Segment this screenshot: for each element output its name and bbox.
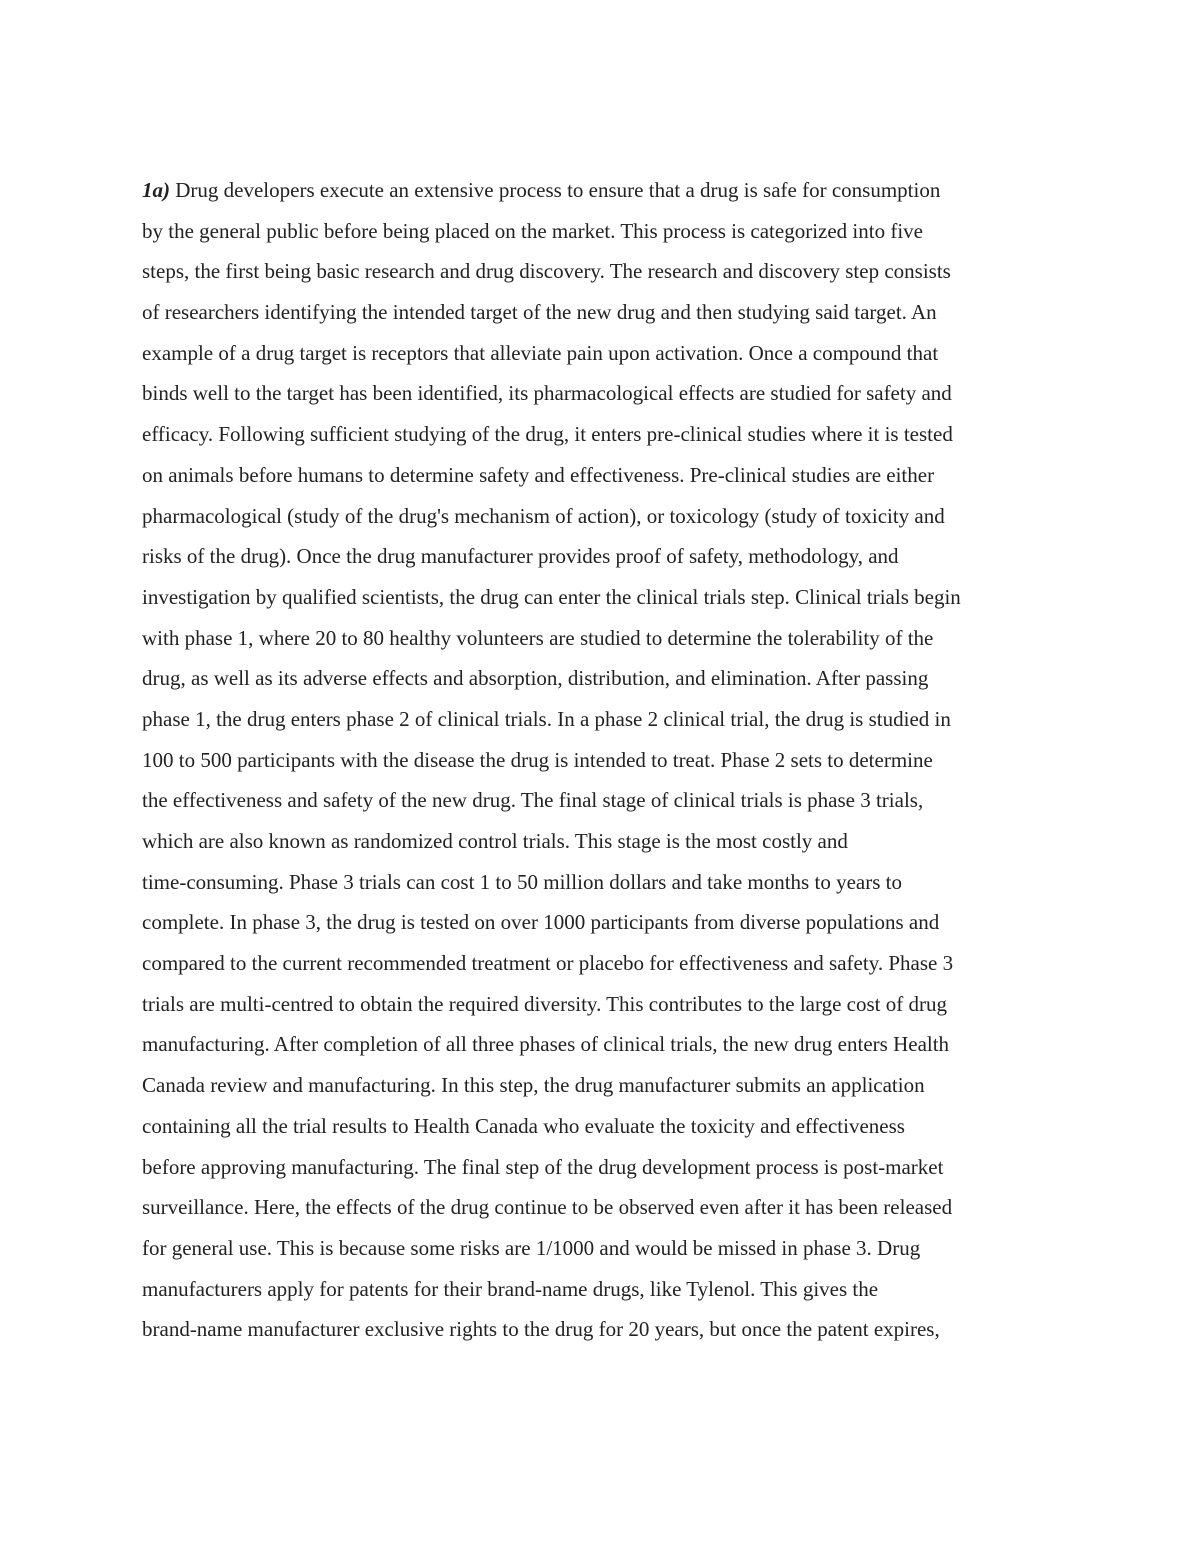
text-line: risks of the drug). Once the drug manufacturer provides proof of safety, methodology, and [142, 544, 899, 569]
text-line: complete. In phase 3, the drug is tested on over 1000 participants from diverse populations and [142, 910, 940, 935]
text-line [142, 170, 1072, 211]
text-line: which are also known as randomized control trials. This stage is the most costly and [142, 829, 848, 853]
text-line: before approving manufacturing. The final step of the drug development process is post-market [142, 1154, 944, 1179]
text-line: trials are multi-centred to obtain the required diversity. This contributes to the large cost of drug [142, 991, 947, 1016]
text-line: containing all the trial results to Health Canada who evaluate the toxicity and effectiveness [142, 1113, 905, 1138]
question-label: 1a) [142, 178, 170, 202]
text-line: manufacturers apply for patents for their brand-name drugs, like Tylenol. This gives the [142, 1276, 879, 1301]
text-line: brand-name manufacturer exclusive rights to the drug for 20 years, but once the patent expires, [142, 1317, 940, 1342]
text-line: on animals before humans to determine safety and effectiveness. Pre-clinical studies are either [142, 462, 935, 487]
text-line: with phase 1, where 20 to 80 healthy volunteers are studied to determine the tolerability of the [142, 625, 934, 650]
text-line: phase 1, the drug enters phase 2 of clinical trials. In a phase 2 clinical trial, the drug is studied in [142, 706, 951, 731]
text-line: manufacturing. After completion of all three phases of clinical trials, the new drug enters Health [142, 1032, 950, 1057]
text-line: time-consuming. Phase 3 trials can cost 1 to 50 million dollars and take months to years to [142, 869, 902, 894]
text-line: efficacy. Following sufficient studying of the drug, it enters pre-clinical studies where it is tested [142, 422, 953, 447]
text-line: by the general public before being placed on the market. This process is categorized into five [142, 218, 923, 243]
text-line: investigation by qualified scientists, the drug can enter the clinical trials step. Clinical trials begin [142, 584, 961, 609]
body-paragraph [142, 170, 1072, 1350]
text-line: binds well to the target has been identified, its pharmacological effects are studied for safety and [142, 381, 952, 406]
text-line-content: Drug developers execute an extensive process to ensure that a drug is safe for consumption [170, 178, 941, 202]
text-line: steps, the first being basic research and drug discovery. The research and discovery step consists [142, 259, 951, 284]
text-line: surveillance. Here, the effects of the drug continue to be observed even after it has been released [142, 1195, 953, 1220]
text-line: 100 to 500 participants with the disease the drug is intended to treat. Phase 2 sets to determine [142, 747, 933, 772]
text-line: for general use. This is because some risks are 1/1000 and would be missed in phase 3. Drug [142, 1235, 921, 1260]
text-line: example of a drug target is receptors that alleviate pain upon activation. Once a compound that [142, 340, 939, 365]
text-line: the effectiveness and safety of the new drug. The final stage of clinical trials is phase 3 trials, [142, 788, 924, 813]
text-line: pharmacological (study of the drug's mechanism of action), or toxicology (study of toxicity and [142, 503, 945, 528]
text-line: compared to the current recommended treatment or placebo for effectiveness and safety. Phase 3 [142, 951, 954, 976]
text-line: drug, as well as its adverse effects and absorption, distribution, and elimination. After passing [142, 666, 929, 691]
text-line: of researchers identifying the intended target of the new drug and then studying said target. An [142, 300, 937, 325]
text-line: Canada review and manufacturing. In this step, the drug manufacturer submits an application [142, 1073, 925, 1098]
